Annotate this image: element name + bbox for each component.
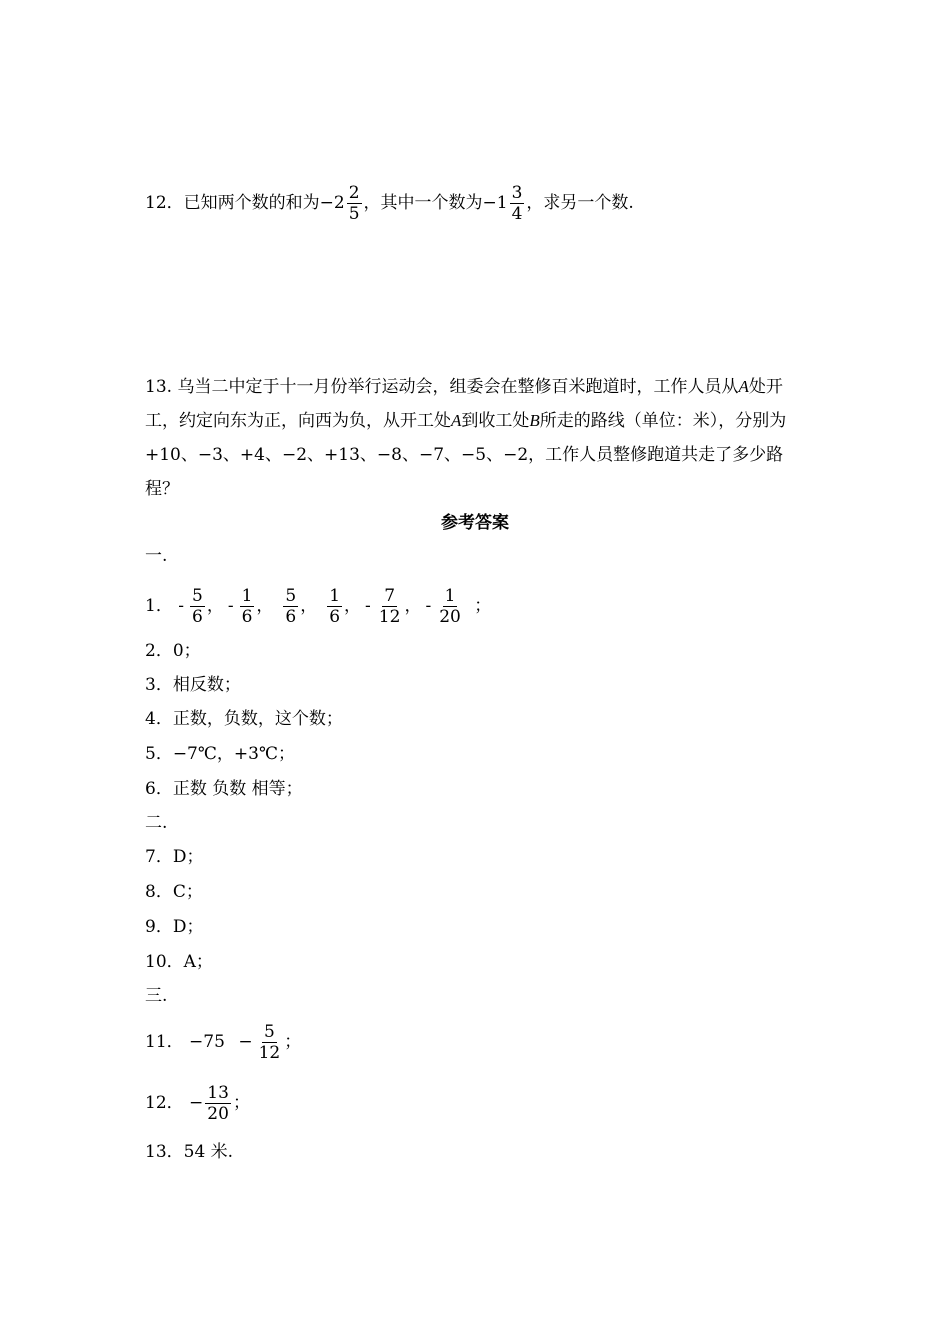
answer-1-item-separator: ， [344, 596, 362, 616]
answer-12-fraction [205, 1083, 231, 1124]
question-12 [145, 183, 634, 224]
answer-1-item-fraction [240, 586, 255, 627]
answer-12-label: 12． [145, 1093, 184, 1113]
answer-11-numerator: 5 [264, 1022, 275, 1042]
answer-8: 8．C； [145, 882, 203, 902]
answers-title: 参考答案 [441, 513, 509, 533]
q12-suffix: ，求另一个数. [526, 193, 634, 213]
answer-1-item-fraction [190, 586, 205, 627]
answer-4: 4．正数，负数，这个数； [145, 709, 343, 729]
answer-11-end: ； [284, 1032, 302, 1052]
answer-1-item-denominator: 6 [191, 607, 203, 627]
q12-prefix: 12．已知两个数的和为 [145, 193, 320, 213]
answer-9: 9．D； [145, 917, 204, 937]
q13-text-3: 到收工处 [461, 411, 530, 431]
answer-1-item-sign: - [425, 596, 432, 616]
answer-1-item [227, 586, 274, 627]
answer-1-end: ； [474, 596, 492, 616]
answer-1-item-separator: ， [300, 596, 318, 616]
q12-mixed2-whole: −1 [482, 193, 508, 213]
answer-1-item-denominator: 6 [329, 607, 341, 627]
answer-1-item-numerator: 1 [444, 586, 456, 606]
answer-11 [145, 1022, 301, 1063]
answer-2: 2．0； [145, 641, 201, 661]
answer-1-item-numerator: 7 [384, 586, 396, 606]
answer-1-item-numerator: 1 [241, 586, 253, 606]
q12-f1-denominator: 5 [348, 204, 360, 224]
q13-var-a: A [738, 377, 749, 396]
answer-10: 10．A； [145, 952, 213, 972]
answer-11-label: 11． [145, 1032, 184, 1052]
answer-1-item-separator: ， [206, 596, 224, 616]
answer-5: 5．−7℃，+3℃； [145, 744, 295, 764]
answer-12-numerator: 13 [207, 1083, 229, 1103]
section-1-heading: 一. [145, 546, 168, 566]
answer-12-sign: − [189, 1093, 204, 1113]
answer-1-item-fraction [377, 586, 403, 627]
answer-1-item-denominator: 12 [378, 607, 401, 627]
q13-text-1: 13. 乌当二中定于十一月份举行运动会，组委会在整修百米跑道时，工作人员从 [145, 377, 739, 397]
answer-1 [145, 586, 491, 627]
answer-1-item [425, 586, 464, 627]
answer-1-label: 1． [145, 596, 173, 616]
answer-1-item-denominator: 20 [439, 607, 461, 627]
answer-1-item-numerator: 1 [329, 586, 341, 606]
q12-f2-numerator: 3 [511, 183, 523, 203]
answer-1-item-fraction [283, 586, 298, 627]
section-2-heading: 二. [145, 813, 168, 833]
answer-1-item [365, 586, 422, 627]
answer-1-item-sign: - [178, 596, 184, 616]
answer-1-item-denominator: 6 [241, 607, 253, 627]
answer-13: 13．54 米. [145, 1142, 234, 1162]
q12-mid: ，其中一个数为 [363, 193, 483, 213]
q13-text-4: 所走的路线（单位：米），分别为+10、−3、+4、−2、+13、−8、−7、−5、−2，工作人员整修跑道共走了多少路程？ [145, 411, 787, 499]
answer-1-item [277, 586, 318, 627]
answer-6: 6．正数 负数 相等； [145, 779, 303, 799]
answer-1-item-sign: - [227, 596, 234, 616]
answer-11-fraction [257, 1022, 283, 1063]
q12-f1-numerator: 2 [348, 183, 360, 203]
answer-1-item-separator: ， [404, 596, 422, 616]
answer-1-item [321, 586, 362, 627]
answer-7: 7．D； [145, 847, 204, 867]
answer-12-end: ； [232, 1093, 250, 1113]
answer-1-items [178, 586, 469, 627]
question-13 [145, 370, 810, 506]
answer-11-denominator: 12 [258, 1043, 281, 1063]
q13-text-2: 处开工，约定向东为正，向西为负，从开工处 [145, 377, 783, 431]
answer-12 [145, 1083, 250, 1124]
q12-mixed1-whole: −2 [319, 193, 345, 213]
answer-11-value-1: −75 [189, 1032, 225, 1052]
q12-fraction-2 [510, 183, 525, 224]
answer-11-sign: − [238, 1032, 253, 1052]
answer-1-item-fraction [437, 586, 463, 627]
q12-fraction-1 [347, 183, 362, 224]
answer-3: 3．相反数； [145, 675, 241, 695]
q13-var-a2: A [451, 411, 462, 430]
section-3-heading: 三. [145, 986, 168, 1006]
answer-1-item-numerator: 5 [285, 586, 297, 606]
q13-var-b: B [529, 411, 540, 430]
answer-1-item-denominator: 6 [285, 607, 297, 627]
answer-1-item-separator: ， [256, 596, 274, 616]
answer-1-item-numerator: 5 [191, 586, 203, 606]
answer-1-item-sign: - [365, 596, 371, 616]
answer-1-item-fraction [327, 586, 342, 627]
answer-1-item [178, 586, 224, 627]
q12-f2-denominator: 4 [511, 204, 523, 224]
answer-12-denominator: 20 [207, 1104, 229, 1124]
